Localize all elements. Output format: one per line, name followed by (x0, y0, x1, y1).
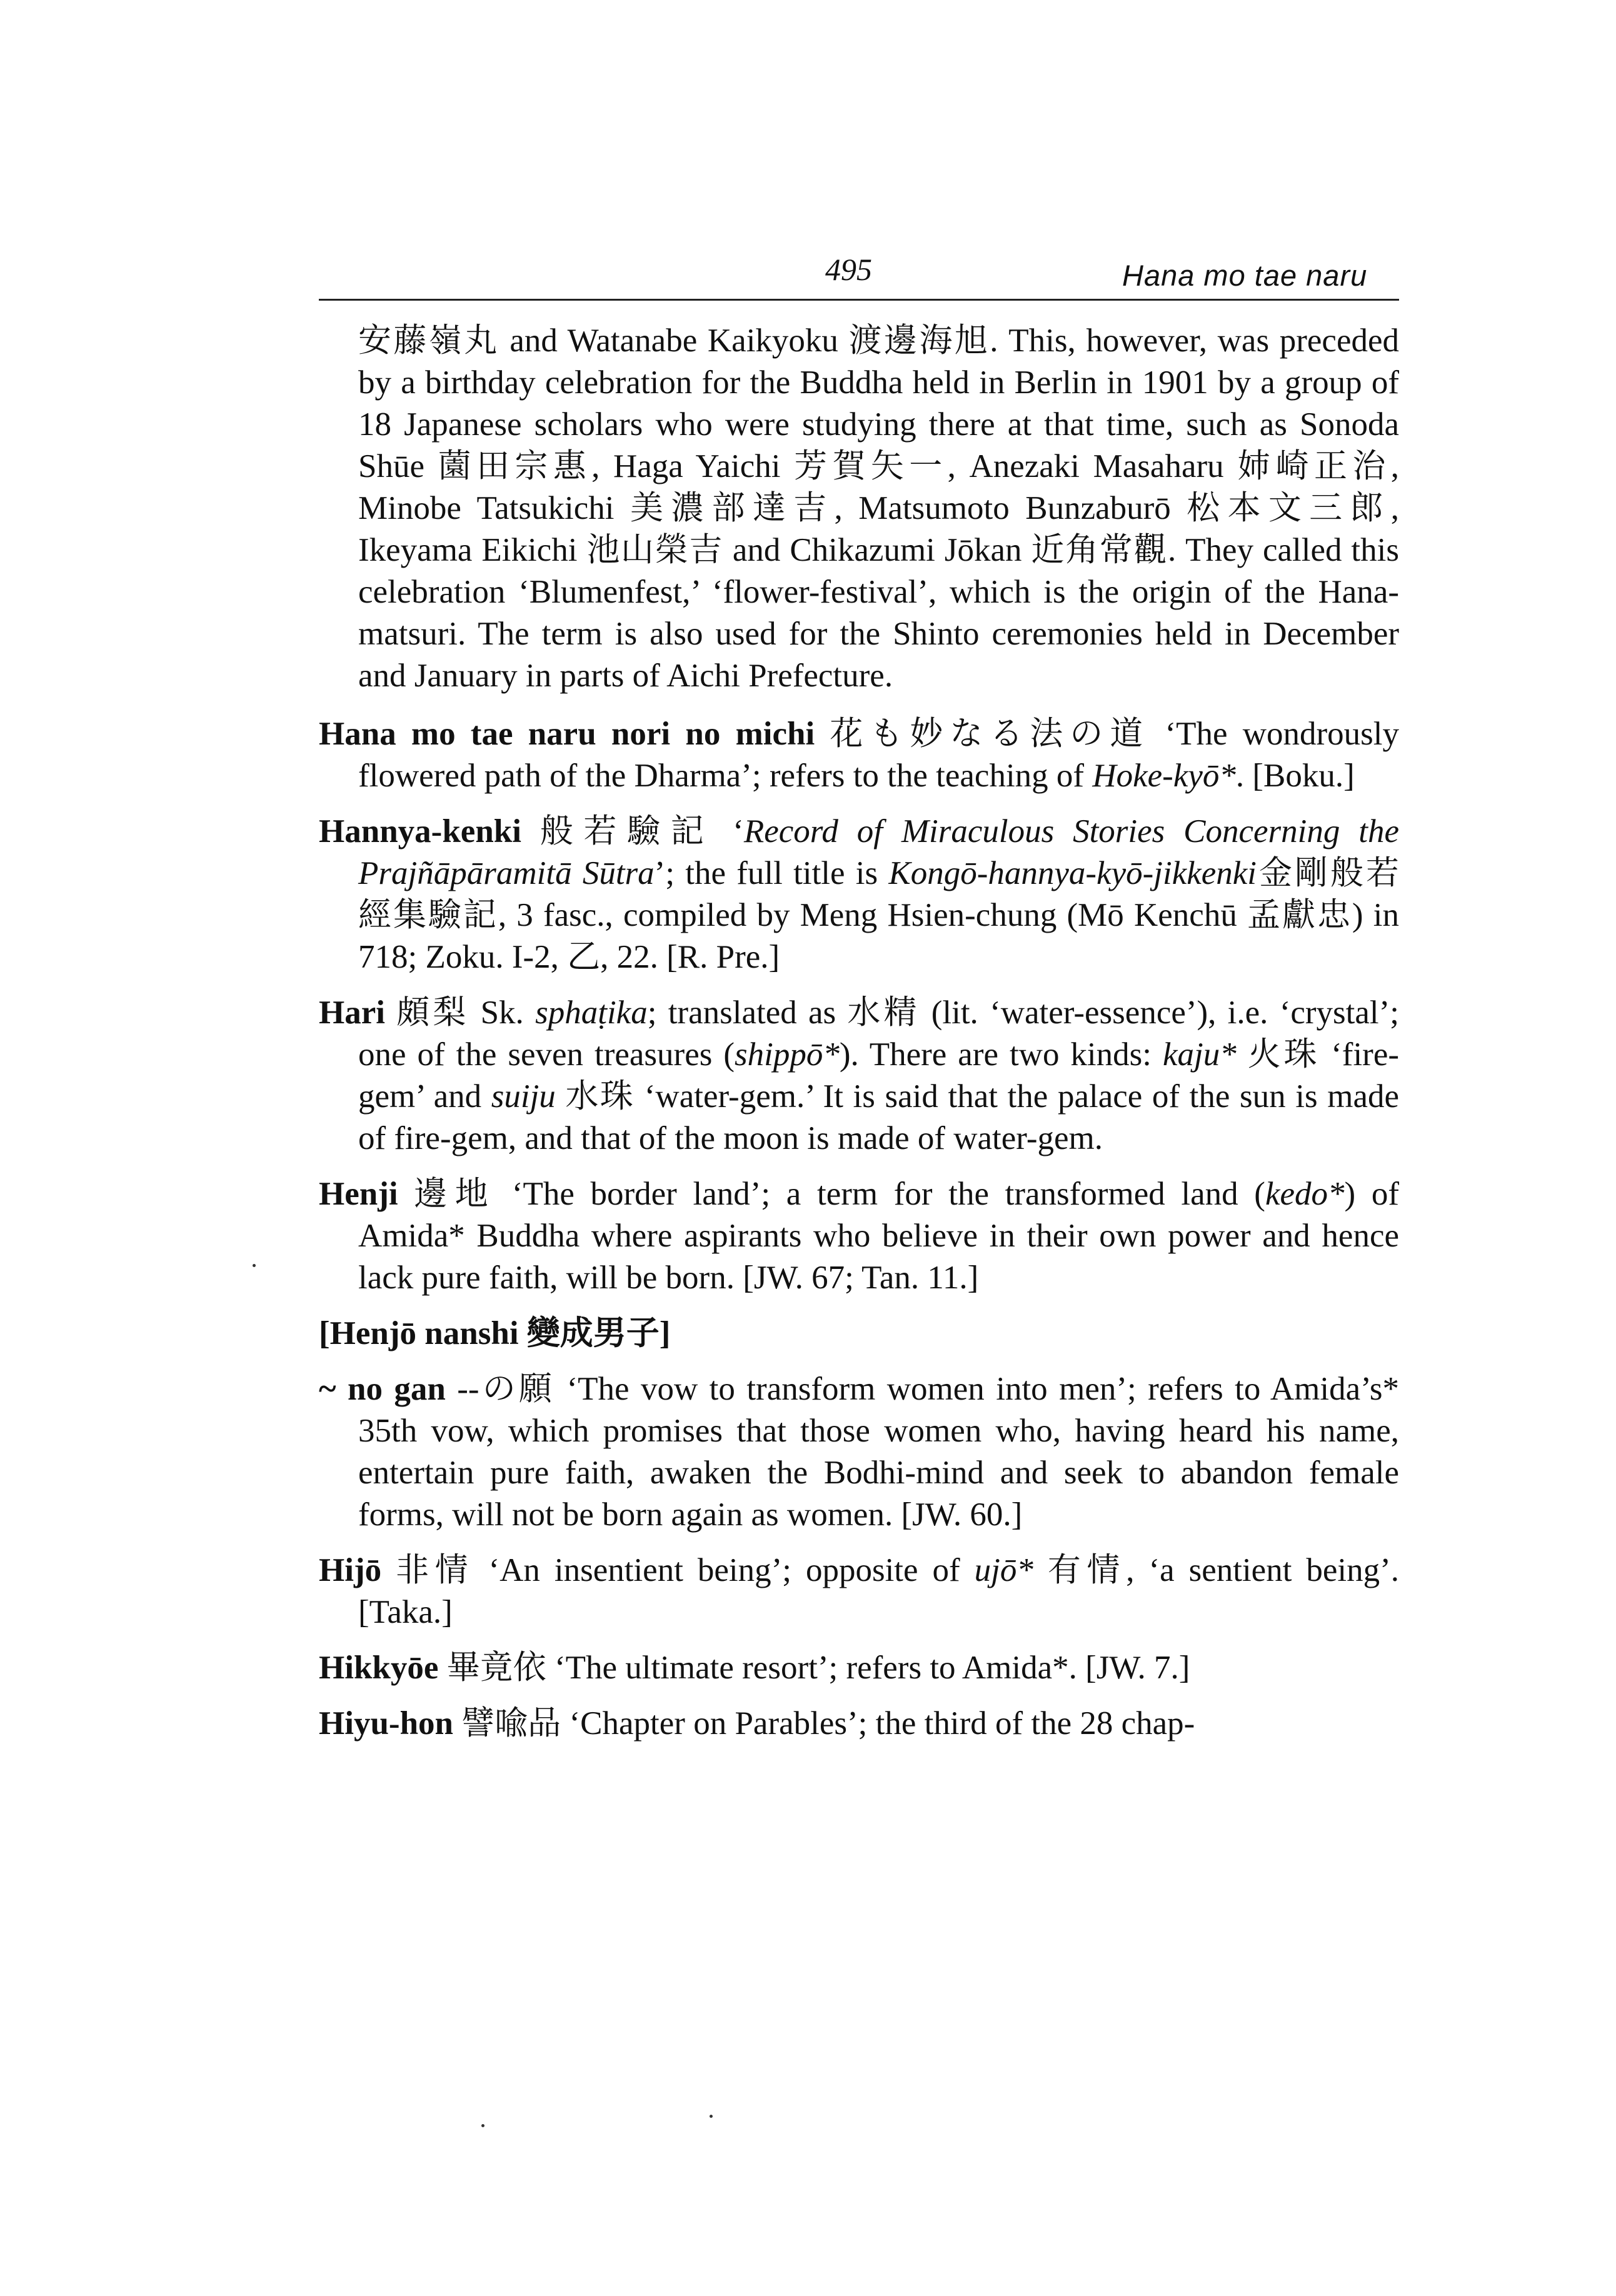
page-body (319, 320, 1399, 1745)
entry-definition-text: ‘The border land’; a term for the transformed land ( (496, 1176, 1265, 1212)
entry-headword: Henji (319, 1176, 398, 1212)
dictionary-entry (319, 1173, 1399, 1299)
dictionary-entry (319, 1313, 1399, 1355)
entry-definition-text: 金剛般若經集驗記, 3 fasc., compiled by Meng Hsien-chung (Mō Kenchū 孟獻忠) in 718; Zoku. I-2, 乙, 22. [R. Pre.] (358, 855, 1399, 975)
entry-headword: Hiyu-hon (319, 1705, 454, 1742)
entry-headword: Hikkyōe (319, 1650, 439, 1686)
entry-italic-term: suiju (491, 1078, 556, 1115)
entry-definition-text: . [Boku.] (1235, 758, 1355, 794)
entry-headword: ~ no gan (319, 1371, 446, 1407)
dictionary-entry (319, 1550, 1399, 1633)
entry-headword: Hijō (319, 1552, 382, 1588)
entry-headword: Hana mo tae naru nori no michi (319, 716, 815, 752)
dictionary-entry (319, 811, 1399, 978)
entry-italic-term: kedo* (1265, 1176, 1345, 1212)
entry-definition-text: 水珠 ‘water-gem.’ It is said that the palace of the sun is made of fire-gem, and that of the moon is made of water-gem. (358, 1078, 1399, 1156)
entry-headword: Hari (319, 995, 385, 1031)
entry-italic-term: kaju* (1163, 1036, 1237, 1073)
dictionary-entries (319, 713, 1399, 1745)
stray-mark (253, 1264, 256, 1267)
entry-definition-text: ). There are two kinds: (839, 1036, 1163, 1073)
entry-kanji: 般若驗記 (540, 813, 715, 850)
continuation-paragraph: 安藤嶺丸 and Watanabe Kaikyoku 渡邊海旭. This, however, was preceded by a birthday celebration for the Buddha held in Berlin in 1901 by a group of 18 Japanese scholars who were studying there at that time, such as Sonoda Shūe 薗田宗惠, Haga Yaichi 芳賀矢一, Anezaki Masaharu 姉崎正治, Minobe Tatsukichi 美濃部達吉, Matsumoto Bunzaburō 松本文三郎, Ikeyama Eikichi 池山榮吉 and Chikazumi Jōkan 近角常觀. They called this celebration ‘Blumenfest,’ ‘flower-festival’, which is the origin of the Hana-matsuri. The term is also used for the Shinto ceremonies held in December and January in parts of Aichi Prefecture. (358, 323, 1399, 694)
entry-definition-text: ‘The ultimate resort’; refers to Amida*. [JW. 7.] (546, 1650, 1190, 1686)
dictionary-entry (319, 1647, 1399, 1689)
entry-definition-text: ‘An insentient being’; opposite of (474, 1552, 975, 1588)
entry-italic-term: Kongō-hannya-kyō-jikkenki (888, 855, 1257, 891)
page-number: 495 (825, 252, 872, 287)
entry-definition-text: Sk. (469, 995, 536, 1031)
entry-italic-term: shippō* (734, 1036, 840, 1073)
entry-definition-text: ‘The vow to transform women into men’; refers to Amida’s* 35th vow, which promises that those women who, having heard his name, entertain pure faith, awaken the Bodhi-mind and seek to abandon female forms, will not be born again as women. [JW. 60.] (358, 1371, 1399, 1533)
entry-italic-term: sphaṭika (535, 995, 648, 1031)
entry-headword: Hannya-kenki (319, 813, 522, 850)
entry-definition-text: 火珠 ‘fire-gem’ and (358, 1036, 1399, 1115)
entry-definition-text: 有情, ‘a sentient being’. [Taka.] (358, 1552, 1400, 1630)
entry-definition-text: ‘The wondrously flowered path of the Dharma’; refers to the teaching of (358, 716, 1400, 794)
stray-mark (481, 2124, 484, 2127)
dictionary-entry (319, 992, 1399, 1160)
stray-mark (710, 2115, 713, 2118)
dictionary-entry (319, 713, 1399, 797)
entry-italic-term: ujō* (974, 1552, 1033, 1588)
entry-kanji: 畢竟依 (446, 1650, 546, 1686)
entry-kanji: 花も妙なる法の道 (830, 716, 1150, 752)
entry-kanji: 譬喩品 (461, 1705, 561, 1742)
entry-kanji: 非情 (396, 1552, 474, 1588)
entry-headword: [Henjō nanshi 變成男子] (319, 1315, 671, 1351)
entry-kanji: --の願 (457, 1371, 556, 1407)
entry-definition-text: ‘ (714, 813, 744, 850)
entry-kanji: 頗梨 (396, 995, 469, 1031)
entry-definition-text: ) of Amida* Buddha where aspirants who believe in their own power and hence lack pure faith, will be born. [JW. 67; Tan. 11.] (358, 1176, 1399, 1296)
entry-definition-text: ‘Chapter on Parables’; the third of the 28 chap- (561, 1705, 1195, 1742)
entry-definition-text: ’; the full title is (654, 855, 889, 891)
entry-kanji: 邊地 (414, 1176, 496, 1212)
header-rule (319, 299, 1399, 301)
dictionary-entry (319, 1368, 1399, 1536)
running-head: Hana mo tae naru (1122, 259, 1368, 292)
dictionary-entry (319, 1703, 1399, 1745)
entry-italic-term: Hoke-kyō* (1092, 758, 1236, 794)
entry-italic-term: Record of Miraculous Stories Concerning the Prajñāpāramitā Sūtra (358, 813, 1400, 891)
entry-definition-text: ; translated as 水精 (lit. ‘water-essence’), i.e. ‘crystal’; one of the seven treasures ( (358, 995, 1400, 1073)
